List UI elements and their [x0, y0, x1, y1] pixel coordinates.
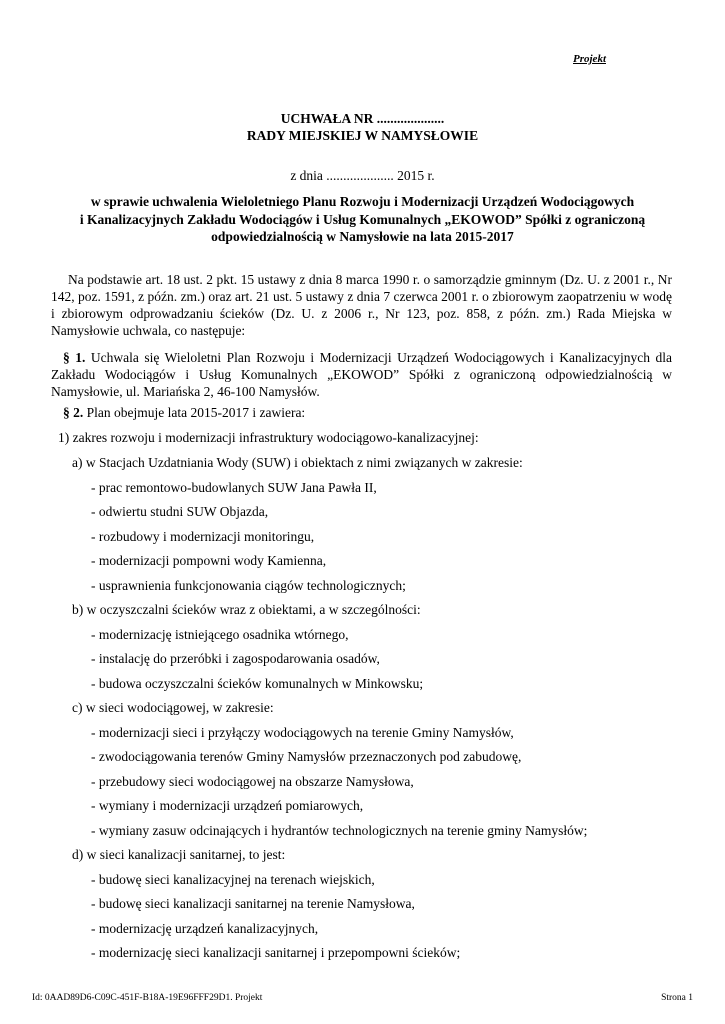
- list-item: - wymiany zasuw odcinających i hydrantów technologicznych na terenie gminy Namysłów;: [91, 823, 588, 838]
- document-id: Id: 0AAD89D6-C09C-451F-B18A-19E96FFF29D1. Projekt: [32, 993, 263, 1003]
- list-item: - modernizację istniejącego osadnika wtórnego,: [91, 627, 349, 642]
- list-item: - rozbudowy i modernizacji monitoringu,: [91, 529, 315, 544]
- paragraph-1-label: § 1.: [63, 350, 86, 365]
- list-item: - prac remontowo-budowlanych SUW Jana Pawła II,: [91, 480, 377, 495]
- subject-line: odpowiedzialnością w Namysłowie na lata 2015-2017: [211, 229, 514, 244]
- list-item: - budowę sieci kanalizacyjnej na terenach wiejskich,: [91, 872, 375, 887]
- paragraph-2-label: § 2.: [63, 405, 84, 420]
- subject-line: i Kanalizacyjnych Zakładu Wodociągów i Usług Komunalnych „EKOWOD” Spółki z ograniczoną: [79, 211, 646, 227]
- list-item: - modernizację urządzeń kanalizacyjnych,: [91, 921, 319, 936]
- list-item: - wymiany i modernizacji urządzeń pomiarowych,: [91, 798, 364, 813]
- paragraph-1-text: Uchwala się Wieloletni Plan Rozwoju i Modernizacji Urządzeń Wodociągowych i Kanalizacyjnych dla Zakładu Wodociągów i Usług Komunalnych „EKOWOD” Spółki z ograniczoną odpowiedzialnością w Namysłowie, ul. Mariańska 2, 46-100 Namysłów.: [51, 350, 672, 399]
- page-number: Strona 1: [661, 993, 693, 1003]
- list-item: - odwiertu studni SUW Objazda,: [91, 504, 269, 519]
- projekt-label: Projekt: [573, 53, 606, 65]
- list-item: c) w sieci wodociągowej, w zakresie:: [72, 700, 274, 715]
- resolution-number: UCHWAŁA NR ....................: [280, 111, 445, 126]
- list-item: b) w oczyszczalni ścieków wraz z obiektami, a w szczególności:: [72, 602, 421, 617]
- list-item: 1) zakres rozwoju i modernizacji infrastruktury wodociągowo-kanalizacyjnej:: [58, 430, 479, 445]
- paragraph-2: [63, 405, 305, 421]
- council-name: RADY MIEJSKIEJ W NAMYSŁOWIE: [246, 128, 479, 143]
- list-item: - modernizacji sieci i przyłączy wodociągowych na terenie Gminy Namysłów,: [91, 725, 514, 740]
- list-item: d) w sieci kanalizacji sanitarnej, to jest:: [72, 847, 286, 862]
- list-item: - usprawnienia funkcjonowania ciągów technologicznych;: [91, 578, 406, 593]
- preamble-paragraph: Na podstawie art. 18 ust. 2 pkt. 15 ustawy z dnia 8 marca 1990 r. o samorządzie gminnym (Dz. U. z 2001 r., Nr 142, poz. 1591, z późn. zm.) oraz art. 21 ust. 5 ustawy z dnia 7 czerwca 2001 r. o zbiorowym zaopatrzeniu w wodę i zbiorowym odprowadzaniu ścieków (Dz. U. z 2006 r., Nr 123, poz. 858, z późn. zm.) Rada Miejska w Namysłowie uchwala, co następuje:: [51, 272, 672, 338]
- list-item: - zwodociągowania terenów Gminy Namysłów przeznaczonych pod zabudowę,: [91, 749, 522, 764]
- subject-line: w sprawie uchwalenia Wieloletniego Planu Rozwoju i Modernizacji Urządzeń Wodociągowych: [90, 194, 635, 209]
- list-item: a) w Stacjach Uzdatniania Wody (SUW) i obiektach z nimi związanych w zakresie:: [72, 455, 523, 470]
- paragraph-1: [51, 349, 672, 400]
- resolution-date: z dnia .................... 2015 r.: [290, 168, 435, 183]
- list-item: - modernizację sieci kanalizacji sanitarnej i przepompowni ścieków;: [91, 945, 461, 960]
- list-item: - budowa oczyszczalni ścieków komunalnych w Minkowsku;: [91, 676, 424, 691]
- resolution-subject: [0, 193, 725, 246]
- list-item: - modernizacji pompowni wody Kamienna,: [91, 553, 327, 568]
- list-item: - przebudowy sieci wodociągowej na obszarze Namysłowa,: [91, 774, 414, 789]
- list-item: - instalację do przeróbki i zagospodarowania osadów,: [91, 651, 380, 666]
- paragraph-2-text: Plan obejmuje lata 2015-2017 i zawiera:: [83, 405, 306, 420]
- list-item: - budowę sieci kanalizacji sanitarnej na terenie Namysłowa,: [91, 896, 415, 911]
